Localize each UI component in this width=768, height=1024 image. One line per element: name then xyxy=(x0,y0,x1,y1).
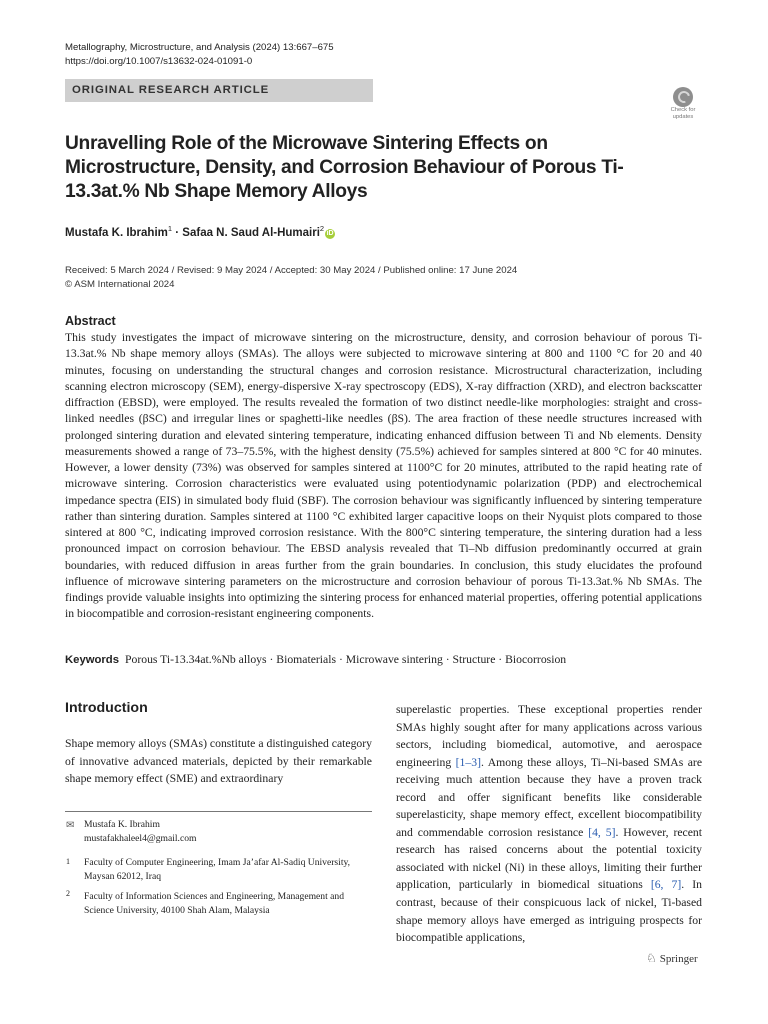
article-type-banner: ORIGINAL RESEARCH ARTICLE xyxy=(65,79,373,102)
article-dates xyxy=(65,264,517,291)
check-line1: Check for xyxy=(670,107,696,113)
abstract-heading: Abstract xyxy=(65,314,116,328)
check-for-updates-badge[interactable] xyxy=(664,85,702,123)
introduction-left-column: Shape memory alloys (SMAs) constitute a distinguished category of innovative advanced materials, depicted by their remarkable shape memory effect (SME) and extraordinary xyxy=(65,737,372,785)
intro-text-3: . However, recent research has raised concerns about the potential toxicity associated with nickel (Ni) in these alloys, limiting their further application, particularly in biomedical situations xyxy=(396,825,702,892)
keywords-label: Keywords xyxy=(65,654,119,666)
affiliation-2: Faculty of Information Sciences and Engineering, Management and Science University, 40100 Shah Alam, Malaysia xyxy=(84,891,345,916)
journal-doi[interactable]: https://doi.org/10.1007/s13632-024-01091-0 xyxy=(65,56,253,67)
check-line2: updates xyxy=(672,113,694,120)
affiliation-number-2: 2 xyxy=(66,889,70,898)
springer-horse-icon: ♘ xyxy=(646,951,657,965)
citation-link[interactable]: [4, 5] xyxy=(588,825,616,839)
intro-text-4: . In contrast, because of their conspicuous lack of nickel, Ti-based shape memory alloys have emerged as intriguing prospects for biocompatible applications, xyxy=(396,878,702,945)
envelope-icon: ✉ xyxy=(66,820,75,831)
copyright: © ASM International 2024 xyxy=(65,278,175,290)
author-list xyxy=(65,224,335,239)
corresponding-name: Mustafa K. Ibrahim xyxy=(84,819,160,830)
article-title: Unravelling Role of the Microwave Sintering Effects on Microstructure, Density, and Corrosion Behaviour of Porous Ti-13.3at.% Nb Shape Memory Alloys xyxy=(65,133,624,202)
refresh-icon xyxy=(673,87,693,107)
author-2-affil: 2 xyxy=(319,224,325,233)
citation-link[interactable]: [1–3] xyxy=(455,755,481,769)
intro-text-1: superelastic properties. These exceptional properties render SMAs highly sought after for many applications across various sectors, including biomedical, automotive, and aerospace engineering xyxy=(396,703,702,769)
author-1[interactable]: Mustafa K. Ibrahim xyxy=(65,226,168,239)
corresponding-email[interactable]: mustafakhaleel4@gmail.com xyxy=(84,832,197,844)
author-2[interactable]: Safaa N. Saud Al-Humairi xyxy=(182,226,320,239)
abstract-text: This study investigates the impact of microwave sintering on the microstructure, density, and corrosion behaviour of porous Ti-13.3at.% Nb shape memory alloys (SMAs). The alloys were subjected to microwave sintering at 800 and 1100 °C for 20 and 40 minutes, focusing on understanding the structural changes and corrosion resistance. Microstructural characterization, including scanning electron microscopy (SEM), energy-dispersive X-ray spectroscopy (EDS), X-ray diffraction (XRD), and electron backscatter diffraction (EBSD), were employed. The results revealed the formation of two distinct needle-like morphologies: straight and cross-linked needles (βSC) and irregular lines or spaghetti-like needles (βS). The area fraction of these needle structures increased with prolonged sintering duration and elevated sintering temperature, indicating enhanced diffusion between Ti and Nb elements. Density measurements showed a range of 73–75.5%, with the highest density (75.5%) achieved for samples sintered at 800 °C for 40 minutes. However, a lower density (73%) was observed for samples sintered at 1100°C for 20 minutes, attributed to the rapid heating rate of microwave sintering. Corrosion characteristics were evaluated using potentiodynamic polarization (PDP) and electrochemical impedance spectra (EIS) in simulated body fluid (SBF). The corrosion behaviour was significantly influenced by sintering temperature rather than sintering duration. Samples sintered at 1100 °C exhibited larger capacitive loops on their Nyquist plots compared to those sintered at 800 °C, indicating improved corrosion resistance. With the 800°C sintering temperature, the sintering duration had a less pronounced impact on corrosion behaviour. The EBSD analysis revealed that Ti–Nb diffusion predominantly occurred at grain boundaries, with reduced diffusion in areas further from the grain boundaries. In conclusion, this study elucidates the profound influence of microwave sintering parameters on the microstructure and corrosion behaviour of porous Ti-13.3at.% Nb SMAs. The findings provide valuable insights into optimizing the sintering process for enhanced material properties, offering potential applications in biocompatible and corrosion-resistant engineering components. xyxy=(65,331,702,621)
publisher-name: Springer xyxy=(659,953,698,965)
footnote-divider xyxy=(65,811,372,812)
keywords xyxy=(65,653,566,666)
intro-text-2: . Among these alloys, Ti–Ni-based SMAs are receiving much attention because they have a proven track record and offer significant benefits like considerable superelasticity, shape memory effect, excellent biocompatibility and commendable corrosion resistance xyxy=(396,755,703,839)
orcid-icon[interactable]: iD xyxy=(326,229,334,237)
citation-link[interactable]: [6, 7] xyxy=(650,878,682,892)
article-history: Received: 5 March 2024 / Revised: 9 May 2024 / Accepted: 30 May 2024 / Published online: 17 June 2024 xyxy=(65,265,518,276)
corresponding-author xyxy=(84,818,196,845)
journal-header xyxy=(65,41,334,69)
journal-citation: Metallography, Microstructure, and Analysis (2024) 13:667–675 xyxy=(65,42,334,53)
introduction-heading: Introduction xyxy=(65,700,148,716)
publisher-logo xyxy=(646,951,698,966)
affiliation-number-1: 1 xyxy=(66,857,70,866)
affiliation-1: Faculty of Computer Engineering, Imam Ja’afar Al-Sadiq University, Maysan 62012, Iraq xyxy=(84,857,351,882)
author-1-affil: 1 xyxy=(167,224,173,233)
introduction-right-column xyxy=(396,701,702,947)
keywords-text: Porous Ti-13.34at.%Nb alloys · Biomaterials · Microwave sintering · Structure · Biocorrosion xyxy=(125,653,567,666)
author-separator: · xyxy=(172,226,183,239)
